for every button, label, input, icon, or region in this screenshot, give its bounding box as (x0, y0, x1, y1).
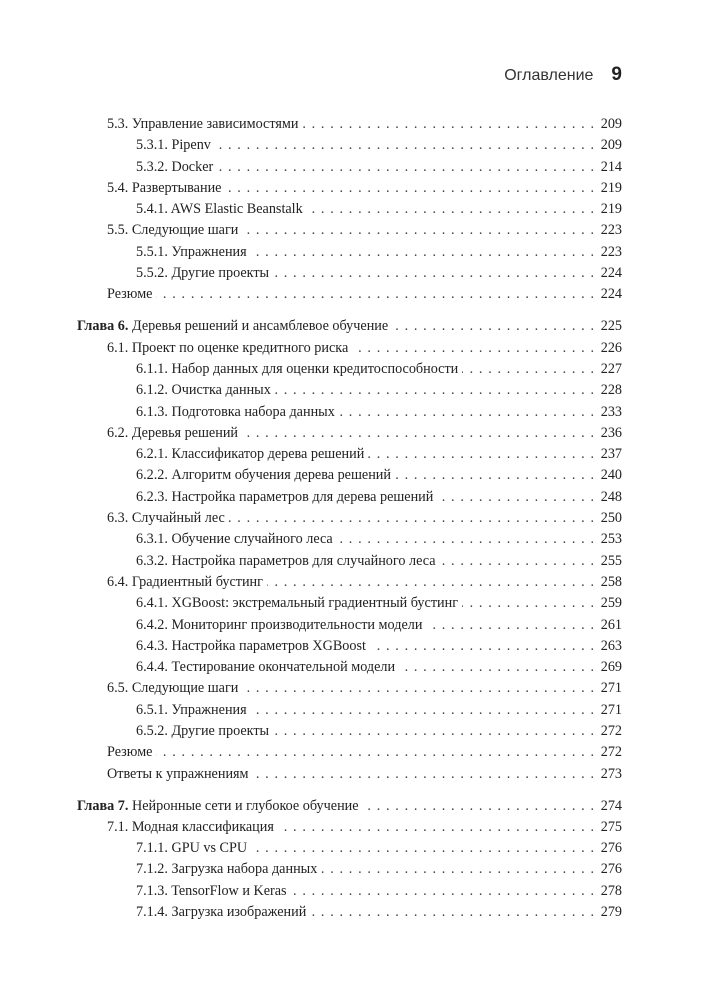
toc-entry-label (107, 678, 238, 699)
toc-entry[interactable] (77, 551, 622, 572)
toc-entry-label (136, 135, 211, 156)
toc-entry-title: 6.1.1. Набор данных для оценки кредитоспособности (136, 360, 459, 377)
toc-entry[interactable] (77, 199, 622, 220)
toc-entry-page: 224 (600, 265, 622, 282)
toc-entry[interactable] (77, 157, 622, 178)
toc-entry-page: 263 (600, 637, 622, 654)
toc-entry-title: 5.5.1. Упражнения (136, 243, 247, 260)
toc-entry-page: 209 (600, 116, 622, 132)
toc-entry-title: 5.4. Развертывание (107, 179, 222, 196)
toc-entry[interactable] (77, 902, 622, 923)
toc-entry-label (136, 529, 333, 550)
dot-leader (307, 199, 594, 220)
toc-entry[interactable] (77, 742, 622, 763)
dot-leader (399, 657, 594, 678)
dot-leader (273, 263, 594, 284)
toc-entry[interactable] (77, 764, 622, 785)
chapter-prefix: Глава 6. (77, 318, 129, 335)
toc-chapter-entry[interactable] (77, 796, 622, 817)
toc-entry-page: 255 (600, 552, 622, 569)
toc-entry[interactable] (77, 572, 622, 593)
dot-leader (321, 859, 594, 880)
dot-leader (352, 338, 594, 359)
dot-leader (156, 284, 594, 305)
dot-leader (273, 721, 594, 742)
toc-entry[interactable] (77, 508, 622, 529)
toc-entry-title: 6.2.1. Классификатор дерева решений (136, 446, 365, 463)
toc-entry-page: 223 (600, 222, 622, 239)
toc-entry-page: 253 (600, 531, 622, 548)
toc-entry-label (107, 220, 238, 241)
toc-entry-page: 226 (600, 339, 622, 356)
toc-entry-title: 6.5.2. Другие проекты (136, 723, 270, 739)
toc-entry-label (136, 551, 436, 572)
toc-entry-label (136, 881, 287, 902)
toc-entry[interactable] (77, 657, 622, 678)
toc-entry-label (136, 721, 269, 742)
dot-leader (242, 423, 594, 444)
dot-leader (253, 764, 594, 785)
dot-leader (462, 593, 594, 614)
dot-leader (363, 796, 594, 817)
dot-leader (426, 615, 594, 636)
toc-entry[interactable] (77, 487, 622, 508)
toc-entry-title: 6.4.1. XGBoost: экстремальный градиентный бустинг (136, 595, 459, 612)
toc-entry-title: 6.2. Деревья решений (107, 424, 238, 441)
dot-leader (156, 742, 594, 763)
toc-entry-label (136, 657, 395, 678)
page-number: 9 (611, 64, 622, 85)
toc-entry-title: 6.4.2. Мониторинг производительности модели (136, 616, 423, 633)
toc-entry-title: 6.1. Проект по оценке кредитного риска (107, 339, 349, 356)
toc-entry-page: 240 (600, 467, 622, 484)
table-of-contents (77, 114, 622, 923)
dot-leader (242, 678, 594, 699)
toc-entry-page: 269 (600, 659, 622, 676)
toc-entry[interactable] (77, 359, 622, 380)
toc-entry-label (136, 636, 366, 657)
toc-entry-title: 7.1.2. Загрузка набора данных (136, 861, 318, 878)
toc-entry-title: 5.3.2. Docker (136, 158, 214, 175)
toc-entry-title: 6.2.2. Алгоритм обучения дерева решений (136, 467, 391, 484)
toc-entry[interactable] (77, 338, 622, 359)
toc-entry-title: 6.5. Следующие шаги (107, 680, 239, 697)
toc-entry-page: 279 (600, 904, 622, 921)
toc-entry[interactable] (77, 178, 622, 199)
toc-entry-label (136, 700, 247, 721)
toc-entry-page: 250 (600, 510, 622, 527)
toc-entry[interactable] (77, 678, 622, 699)
dot-leader (251, 838, 594, 859)
toc-entry-page: 276 (600, 861, 622, 878)
dot-leader (291, 881, 594, 902)
toc-entry-title: 6.3. Случайный лес (107, 510, 225, 527)
toc-entry[interactable] (77, 817, 622, 838)
dot-leader (370, 636, 594, 657)
toc-entry[interactable] (77, 721, 622, 742)
toc-entry-label (136, 380, 271, 401)
toc-entry-label (107, 572, 263, 593)
toc-entry-page: 236 (600, 424, 622, 441)
toc-entry-page: 274 (600, 797, 622, 814)
dot-leader (337, 529, 594, 550)
toc-entry-page: 272 (600, 744, 622, 761)
toc-entry[interactable] (77, 838, 622, 859)
dot-leader (310, 902, 594, 923)
toc-entry-label (107, 742, 152, 763)
toc-entry-page: 248 (600, 488, 622, 505)
dot-leader (339, 402, 594, 423)
dot-leader (275, 380, 594, 401)
toc-entry-page: 275 (600, 818, 622, 835)
toc-entry-page: 271 (600, 680, 622, 697)
toc-entry[interactable] (77, 284, 622, 305)
toc-entry-page: 233 (600, 403, 622, 420)
toc-chapter-entry[interactable] (77, 316, 622, 337)
toc-entry-title: 7.1.3. TensorFlow и Keras (136, 882, 287, 899)
toc-entry-label (107, 114, 298, 135)
toc-entry-title: 5.5.2. Другие проекты (136, 265, 270, 282)
toc-entry[interactable] (77, 529, 622, 550)
toc-entry[interactable] (77, 380, 622, 401)
toc-entry-page: 276 (600, 840, 622, 857)
toc-entry-page: 214 (600, 158, 622, 175)
toc-entry-label (107, 508, 225, 529)
toc-entry-page: 237 (600, 446, 622, 463)
toc-entry-title: 6.4.3. Настройка параметров XGBoost (136, 637, 366, 654)
toc-entry-title: 6.3.1. Обучение случайного леса (136, 531, 333, 548)
toc-entry-page: 259 (600, 595, 622, 612)
dot-leader (368, 444, 594, 465)
toc-entry-title: 6.5.1. Упражнения (136, 701, 247, 718)
dot-leader (440, 551, 594, 572)
toc-entry-page: 219 (600, 179, 622, 196)
toc-entry-label (136, 859, 317, 880)
running-header (504, 64, 622, 86)
toc-entry-label (107, 284, 152, 305)
toc-entry-title: 5.4.1. AWS Elastic Beanstalk (136, 201, 303, 218)
dot-leader (392, 316, 594, 337)
toc-entry-page: 209 (600, 137, 622, 154)
toc-entry-page: 273 (600, 765, 622, 782)
dot-leader (278, 817, 594, 838)
toc-entry-page: 261 (600, 616, 622, 633)
toc-entry-title: 6.4.4. Тестирование окончательной модели (136, 659, 396, 676)
toc-entry-label (107, 178, 221, 199)
toc-entry-label (77, 796, 359, 817)
toc-entry-title: 5.3.1. Pipenv (136, 137, 211, 154)
toc-entry[interactable] (77, 263, 622, 284)
toc-entry[interactable] (77, 615, 622, 636)
toc-entry-label (136, 263, 269, 284)
toc-entry-label (136, 487, 433, 508)
toc-entry-title: Нейронные сети и глубокое обучение (131, 797, 359, 814)
dot-leader (302, 114, 594, 135)
dot-leader (242, 220, 594, 241)
toc-entry-title: Резюме (107, 744, 153, 761)
dot-leader (229, 508, 594, 529)
toc-entry-page: 219 (600, 201, 622, 218)
toc-entry[interactable] (77, 636, 622, 657)
toc-entry[interactable] (77, 114, 622, 135)
toc-entry-label (107, 817, 274, 838)
toc-entry-title: Резюме (107, 286, 153, 303)
dot-leader (462, 359, 594, 380)
toc-entry[interactable] (77, 135, 622, 156)
toc-entry-page: 224 (600, 286, 622, 303)
toc-entry-page: 227 (600, 360, 622, 377)
toc-entry[interactable] (77, 220, 622, 241)
toc-entry-label (136, 593, 458, 614)
toc-entry-title: 6.4. Градиентный бустинг (107, 573, 263, 590)
toc-entry-page: 223 (600, 243, 622, 260)
toc-entry-label (136, 199, 303, 220)
toc-entry-page: 258 (600, 573, 622, 590)
toc-entry[interactable] (77, 465, 622, 486)
toc-entry-page: 278 (600, 882, 622, 899)
chapter-prefix: Глава 7. (77, 797, 129, 814)
toc-entry-label (136, 902, 306, 923)
toc-entry-page: 225 (600, 318, 622, 335)
toc-entry-title: 5.3. Управление зависимостями (107, 116, 299, 132)
toc-entry-title: Ответы к упражнениям (107, 765, 249, 782)
toc-entry-label (136, 242, 247, 263)
toc-entry-label (136, 838, 247, 859)
toc-entry-label (136, 465, 391, 486)
toc-entry-page: 272 (600, 723, 622, 739)
toc-entry-label (136, 157, 213, 178)
dot-leader (267, 572, 594, 593)
toc-entry[interactable] (77, 444, 622, 465)
toc-entry-title: 6.2.3. Настройка параметров для дерева решений (136, 488, 434, 505)
toc-entry-label (136, 444, 364, 465)
toc-entry-label (107, 764, 249, 785)
toc-entry-label (136, 359, 458, 380)
dot-leader (225, 178, 594, 199)
toc-entry-label (136, 402, 335, 423)
toc-entry-title: 7.1. Модная классификация (107, 818, 274, 835)
toc-entry[interactable] (77, 859, 622, 880)
dot-leader (395, 465, 594, 486)
toc-entry-title: 7.1.1. GPU vs CPU (136, 840, 248, 857)
toc-entry-title: 7.1.4. Загрузка изображений (136, 904, 307, 921)
toc-entry-title: 6.1.2. Очистка данных (136, 382, 271, 399)
toc-entry-label (77, 316, 388, 337)
toc-entry-page: 228 (600, 382, 622, 399)
running-header-title: Оглавление (504, 67, 594, 84)
dot-leader (217, 157, 594, 178)
toc-entry-title: 6.3.2. Настройка параметров для случайного леса (136, 552, 436, 569)
toc-entry[interactable] (77, 881, 622, 902)
toc-entry[interactable] (77, 242, 622, 263)
dot-leader (251, 242, 594, 263)
dot-leader (215, 135, 594, 156)
toc-entry[interactable] (77, 402, 622, 423)
toc-entry-title: 6.1.3. Подготовка набора данных (136, 403, 335, 420)
toc-entry[interactable] (77, 593, 622, 614)
dot-leader (437, 487, 594, 508)
toc-entry-title: Деревья решений и ансамблевое обучение (131, 318, 389, 335)
toc-entry-label (107, 338, 348, 359)
toc-entry[interactable] (77, 700, 622, 721)
toc-entry[interactable] (77, 423, 622, 444)
dot-leader (251, 700, 594, 721)
toc-entry-label (107, 423, 238, 444)
toc-entry-title: 5.5. Следующие шаги (107, 222, 239, 239)
toc-entry-page: 271 (600, 701, 622, 718)
toc-entry-label (136, 615, 422, 636)
